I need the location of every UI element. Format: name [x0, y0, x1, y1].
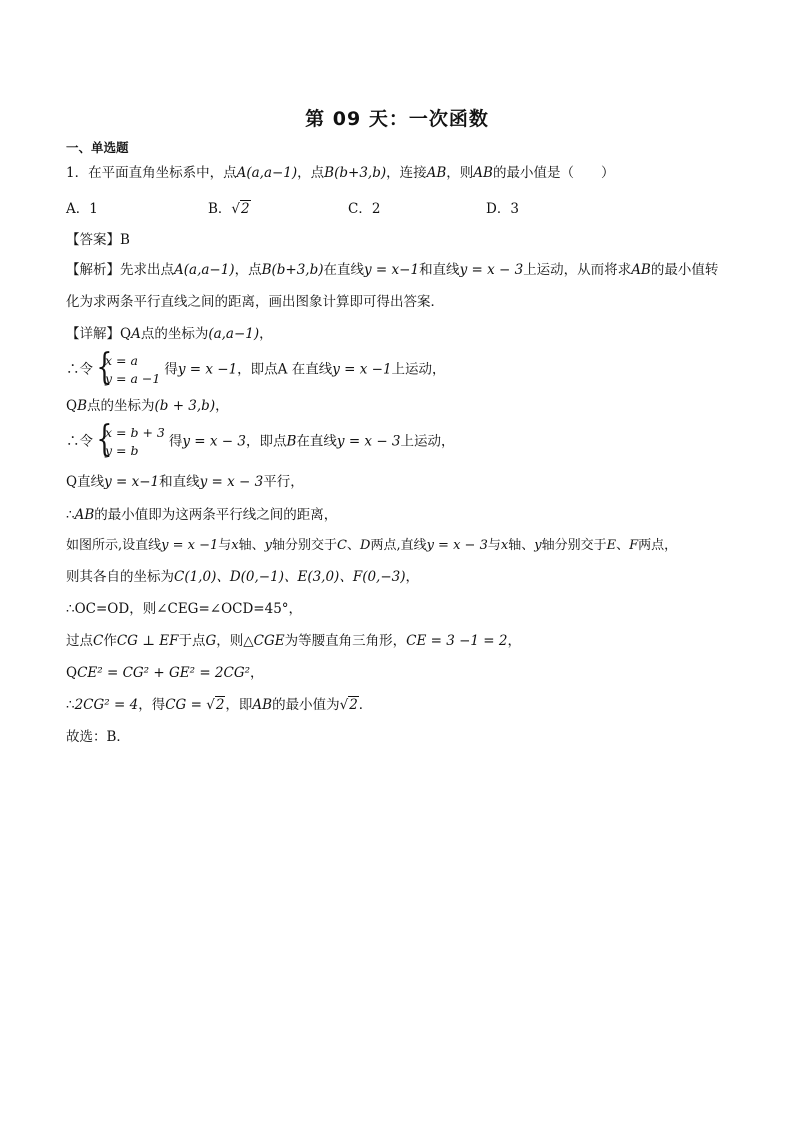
analysis-line-1: 【解析】先求出点A(a,a−1)，点B(b+3,b)在直线y = x−1和直线y = x − 3上运动，从而将求AB的最小值转	[66, 262, 719, 278]
page-title: 第 09 天：一次函数	[305, 108, 489, 130]
detail-line-4: ∴令 { x = b + 3 y = b 得y = x − 3，即点B在直线y = x − 3上运动，	[66, 424, 455, 460]
question-number: 1．	[66, 165, 89, 181]
detail-line-10: 过点C作CG ⊥ EF于点G，则△CGE为等腰直角三角形，CE = 3 −1 = 2，	[66, 633, 521, 649]
question-stem: 1．在平面直角坐标系中，点A(a,a−1)，点B(b+3,b)，连接AB，则AB的最小值是（ ）	[66, 165, 615, 181]
equation-system-1: { x = a y = a −1	[95, 352, 160, 388]
answer-line: 【答案】B	[66, 232, 130, 248]
detail-line-12: ∴2CG² = 4，得CG = √2，即AB的最小值为√2．	[66, 697, 373, 713]
sqrt-value: 2	[241, 201, 250, 217]
detail-line-8: 则其各自的坐标为C(1,0)、D(0,−1)、E(3,0)、F(0,−3)，	[66, 569, 420, 585]
option-a[interactable]: A．1	[66, 201, 98, 217]
detail-line-11: QCE² = CG² + GE² = 2CG²，	[66, 665, 264, 681]
detail-line-5: Q直线y = x−1和直线y = x − 3平行，	[66, 474, 304, 490]
detail-line-3: QB点的坐标为(b + 3,b)，	[66, 398, 229, 414]
point-a: A(a,a−1)	[236, 165, 298, 181]
detail-line-13: 故选：B．	[66, 729, 130, 745]
section-heading: 一、单选题	[66, 140, 129, 155]
detail-line-9: ∴OC=OD，则∠CEG=∠OCD=45°，	[66, 601, 303, 617]
equation-system-2: { x = b + 3 y = b	[95, 424, 165, 460]
detail-line-1: 【详解】QA点的坐标为(a,a−1)，	[66, 326, 273, 342]
detail-line-6: ∴AB的最小值即为这两条平行线之间的距离，	[66, 507, 338, 523]
option-c[interactable]: C．2	[348, 201, 381, 217]
analysis-line-2: 化为求两条平行直线之间的距离，画出图象计算即可得出答案．	[66, 294, 444, 310]
detail-line-7: 如图所示,设直线y = x −1与x轴、y轴分别交于C、D两点,直线y = x − 3与x轴、y轴分别交于E、F两点，	[66, 538, 678, 553]
option-b[interactable]: B．√2	[208, 201, 250, 217]
option-d[interactable]: D．3	[486, 201, 519, 217]
detail-line-2: ∴令 { x = a y = a −1 得y = x −1，即点A 在直线y = x −1上运动，	[66, 352, 446, 388]
point-b: B(b+3,b)	[324, 165, 387, 181]
